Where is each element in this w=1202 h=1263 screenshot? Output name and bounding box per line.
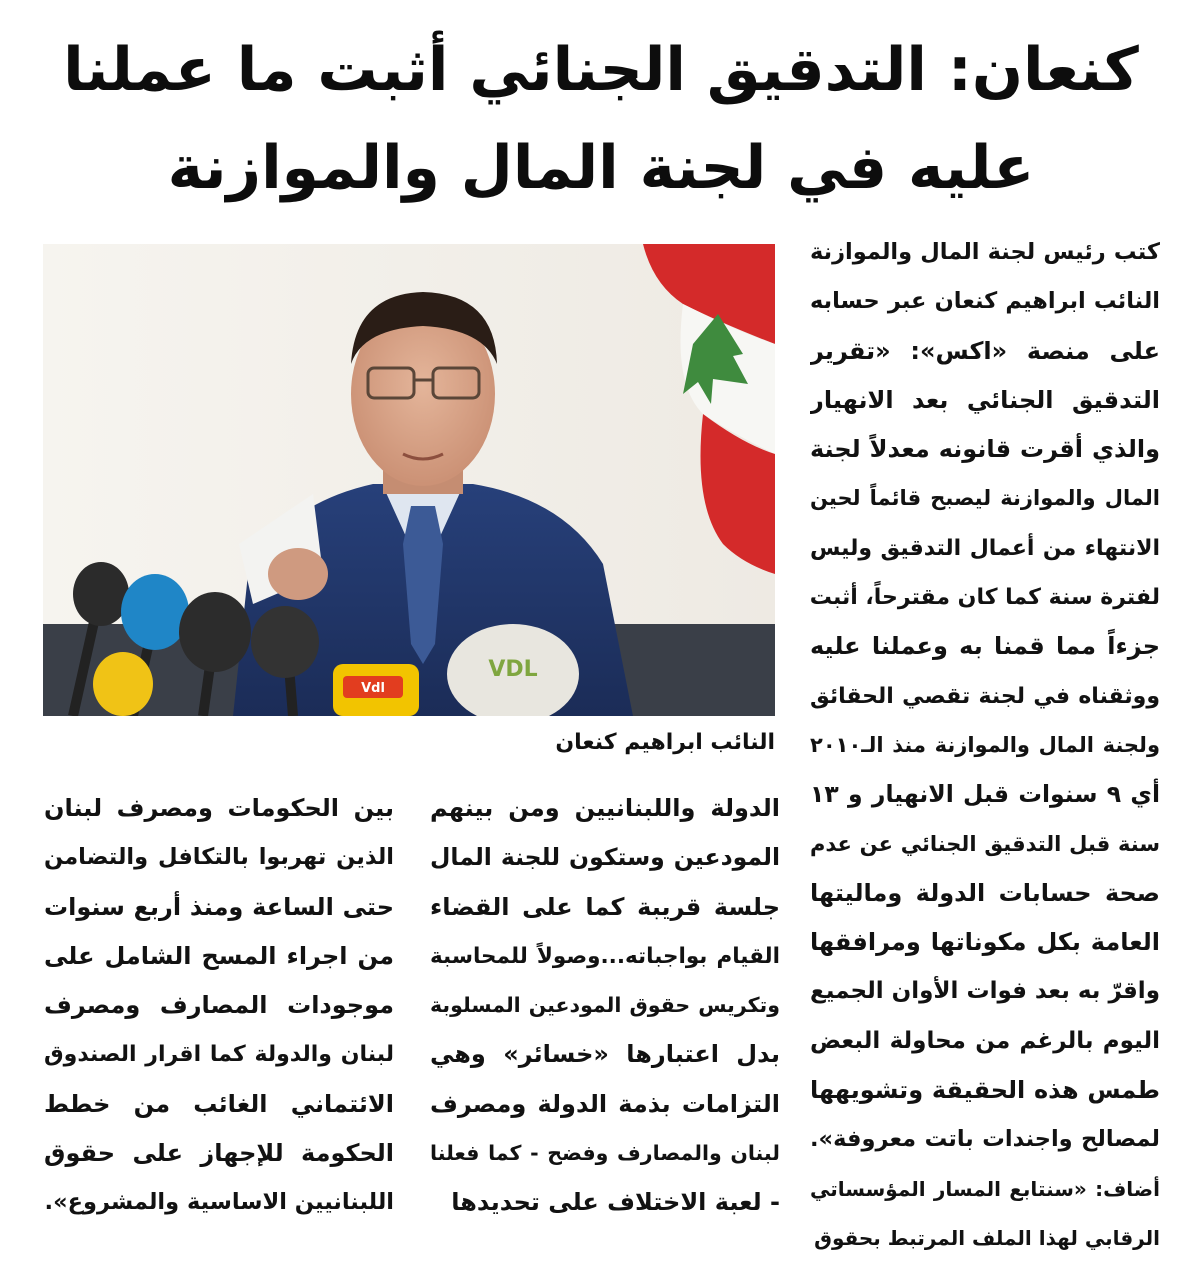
text-line: سنة قبل التدقيق الجنائي عن عدم: [810, 831, 1160, 856]
text-line: جلسة قريبة كما على القضاء: [430, 892, 780, 921]
article-photo: [43, 244, 775, 716]
article-column-middle: [430, 784, 780, 1228]
headline-line-2: عليه في لجنة المال والموازنة: [167, 133, 1035, 203]
photo-illustration: [43, 244, 775, 716]
text-line: الائتماني الغائب من خطط: [44, 1089, 394, 1118]
text-line: العامة بكل مكوناتها ومرافقها: [810, 928, 1160, 957]
text-line: كتب رئيس لجنة المال والموازنة: [810, 239, 1160, 265]
text-line: لفترة سنة كما كان مقترحاً، أثبت: [810, 585, 1160, 611]
text-line: النائب ابراهيم كنعان عبر حسابه: [810, 288, 1160, 315]
text-line: المودعين وستكون للجنة المال: [430, 843, 780, 872]
text-line: موجودات المصارف ومصرف: [44, 991, 394, 1020]
text-line: ولجنة المال والموازنة منذ الـ٢٠١٠: [810, 732, 1160, 757]
text-line: بدل اعتبارها «خسائر» وهي: [430, 1040, 780, 1069]
text-line: طمس هذه الحقيقة وتشويهها: [810, 1076, 1160, 1105]
text-line: أضاف: «سنتابع المسار المؤسساتي: [810, 1176, 1160, 1201]
text-line: لبنان والدولة كما اقرار الصندوق: [44, 1042, 394, 1068]
mic-label-vdl-large: VDL: [488, 657, 538, 682]
text-line: صحة حسابات الدولة وماليتها: [810, 878, 1160, 907]
hand: [268, 548, 328, 600]
text-line: واقرّ به بعد فوات الأوان الجميع: [810, 978, 1160, 1005]
text-line: الرقابي لهذا الملف المرتبط بحقوق: [814, 1225, 1160, 1250]
text-line: لمصالح واجندات باتت معروفة».: [810, 1126, 1160, 1153]
text-line: على منصة «اكس»: «تقرير: [810, 336, 1160, 365]
text-line: الذين تهربوا بالتكافل والتضامن: [44, 844, 394, 871]
text-line: أي ٩ سنوات قبل الانهيار و ١٣: [810, 780, 1160, 809]
text-line: اللبنانيين الاساسية والمشروع».: [44, 1189, 394, 1216]
article-column-left: [44, 784, 394, 1228]
text-line: القيام بواجباته...وصولاً للمحاسبة: [430, 943, 780, 969]
article-column-main: [810, 228, 1160, 1263]
text-line: والذي أقرت قانونه معدلاً لجنة: [810, 435, 1160, 464]
headline-line-1: كنعان: التدقيق الجنائي أثبت ما عملنا: [63, 35, 1139, 105]
text-line: بين الحكومات ومصرف لبنان: [44, 794, 394, 822]
text-line: المال والموازنة ليصبح قائماً لحين: [810, 486, 1160, 511]
text-line: - لعبة الاختلاف على تحديدها: [451, 1188, 780, 1217]
text-line: جزءاً مما قمنا به وعملنا عليه: [810, 632, 1160, 661]
mic-label-vdl-small: Vdl: [361, 681, 385, 696]
text-line: ووثقناه في لجنة تقصي الحقائق: [810, 683, 1160, 709]
text-line: حتى الساعة ومنذ أربع سنوات: [44, 892, 394, 921]
text-line: الدولة واللبنانيين ومن بينهم: [430, 794, 780, 822]
text-line: التزامات بذمة الدولة ومصرف: [430, 1089, 780, 1118]
text-line: الانتهاء من أعمال التدقيق وليس: [810, 535, 1160, 561]
text-line: الحكومة للإجهاز على حقوق: [44, 1139, 394, 1168]
text-line: لبنان والمصارف وفضح - كما فعلنا: [430, 1141, 780, 1166]
text-line: وتكريس حقوق المودعين المسلوبة: [430, 993, 780, 1018]
text-line: التدقيق الجنائي بعد الانهيار: [810, 385, 1160, 414]
photo-caption: النائب ابراهيم كنعان: [555, 730, 775, 755]
text-line: من اجراء المسح الشامل على: [44, 941, 394, 970]
text-line: اليوم بالرغم من محاولة البعض: [810, 1027, 1160, 1054]
